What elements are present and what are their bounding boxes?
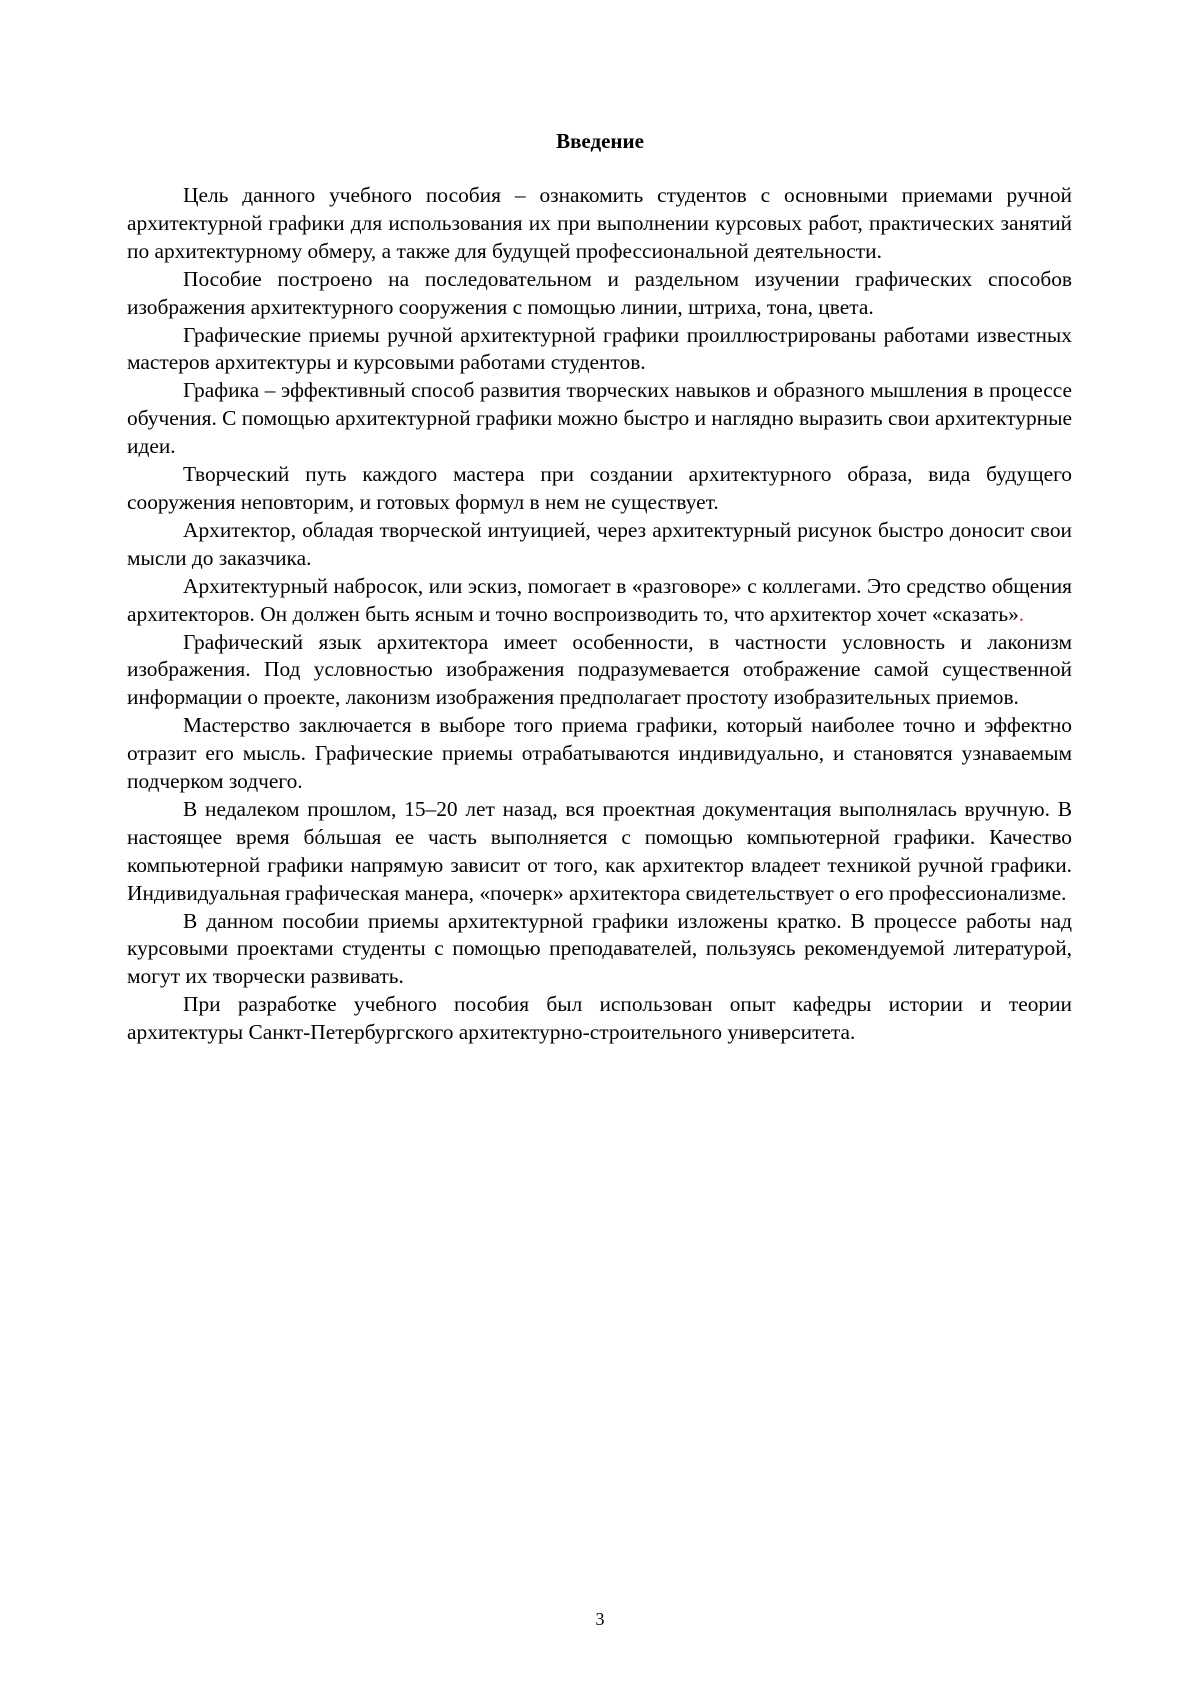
paragraph-7-end-mark: . [1018,601,1025,626]
paragraph-10: В недалеком прошлом, 15–20 лет назад, вся проектная документация выполнялась вручную. В настоящее время бóльшая ее часть выполняется с помощью компьютерной графики. Качество компьютерной графики напрямую зависит от того, как архитектор владеет техникой ручной графики. Индивидуальная графическая манера, «почерк» архитектора свидетельствует о его профессионализме. [127,796,1072,905]
paragraph-2: Пособие построено на последовательном и раздельном изучении графических способов изображения архитектурного сооружения с помощью линии, штриха, тона, цвета. [127,266,1072,319]
paragraph-6: Архитектор, обладая творческой интуицией, через архитектурный рисунок быстро доносит свои мысли до заказчика. [127,517,1072,570]
paragraph-8: Графический язык архитектора имеет особенности, в частности условность и лаконизм изображения. Под условностью изображения подразумевается отображение самой существенной информации о проекте, лаконизм изображения предполагает простоту изобразительных приемов. [127,629,1072,710]
paragraph-1: Цель данного учебного пособия – ознакомить студентов с основными приемами ручной архитектурной графики для использования их при выполнении курсовых работ, практических занятий по архитектурному обмеру, а также для будущей профессиональной деятельности. [127,183,1072,263]
paragraph-7 [127,573,1072,629]
paragraph-12: При разработке учебного пособия был использован опыт кафедры истории и теории архитектуры Санкт-Петербургского архитектурно-строительного университета. [127,992,1072,1045]
page-title: Введение [556,129,644,153]
page-number: 3 [595,1609,605,1629]
paragraph-7-text: Архитектурный набросок, или эскиз, помогает в «разговоре» с коллегами. Это средство общения архитекторов. Он должен быть ясным и точно воспроизводить то, что архитектор хочет «сказать» [127,573,1072,626]
paragraph-11: В данном пособии приемы архитектурной графики изложены кратко. В процессе работы над курсовыми проектами студенты с помощью преподавателей, пользуясь рекомендуемой литературой, могут их творчески развивать. [127,908,1072,989]
paragraph-3: Графические приемы ручной архитектурной графики проиллюстрированы работами известных мастеров архитектуры и курсовыми работами студентов. [127,322,1072,375]
paragraph-4: Графика – эффективный способ развития творческих навыков и образного мышления в процессе обучения. С помощью архитектурной графики можно быстро и наглядно выразить свои архитектурные идеи. [127,378,1072,459]
paragraph-9: Мастерство заключается в выборе того приема графики, который наиболее точно и эффектно отразит его мысль. Графические приемы отрабатываются индивидуально, и становятся узнаваемым подчерком зодчего. [127,713,1072,794]
body-text [127,182,1072,1047]
paragraph-5: Творческий путь каждого мастера при создании архитектурного образа, вида будущего сооружения неповторим, и готовых формул в нем не существует. [127,462,1072,514]
